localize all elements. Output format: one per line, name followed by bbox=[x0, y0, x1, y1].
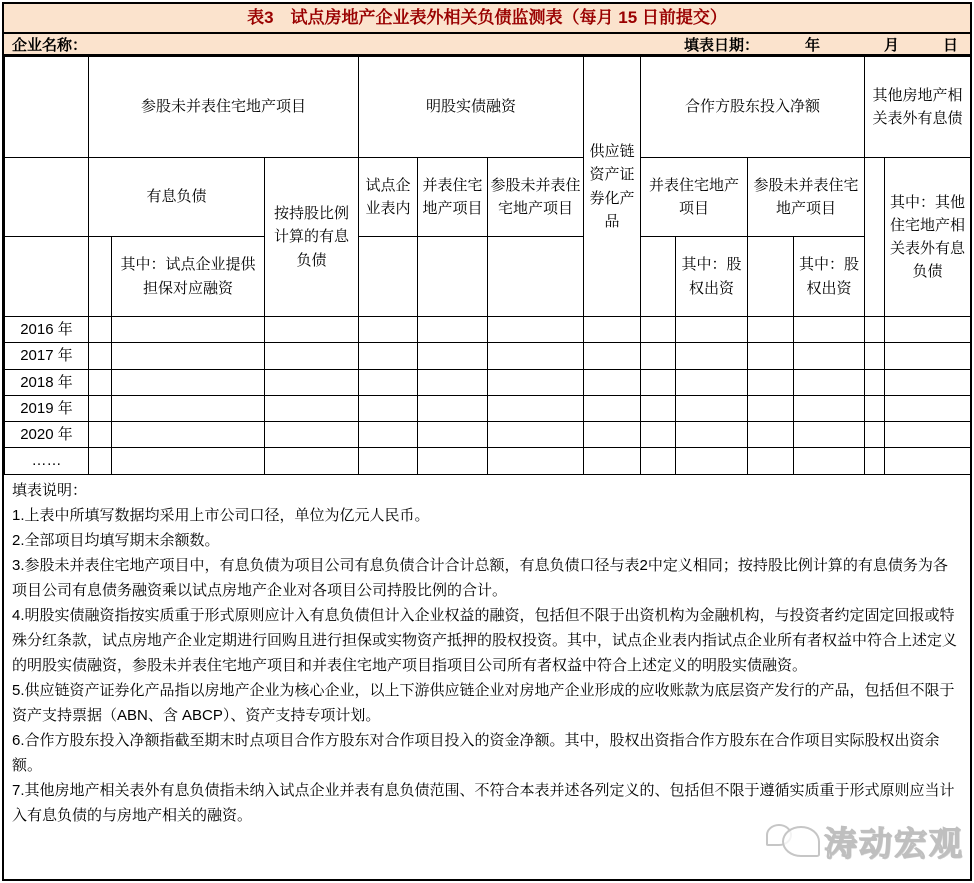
empty-cell bbox=[112, 422, 265, 448]
year-label: 2018 年 bbox=[5, 369, 89, 395]
empty-cell bbox=[794, 422, 865, 448]
watermark-text: 涛动宏观 bbox=[824, 825, 964, 862]
empty-cell bbox=[641, 237, 676, 317]
header-row-sub1 bbox=[5, 158, 971, 237]
empty-cell bbox=[865, 317, 885, 343]
fill-date-label: 填表日期： bbox=[683, 36, 759, 54]
empty-cell bbox=[865, 158, 885, 317]
year-label: 2019 年 bbox=[5, 395, 89, 421]
empty-cell bbox=[748, 395, 794, 421]
empty-cell bbox=[641, 317, 676, 343]
empty-cell bbox=[676, 317, 748, 343]
notes-heading: 填表说明： bbox=[12, 481, 88, 499]
info-bar bbox=[4, 34, 970, 56]
corner-cell bbox=[5, 57, 89, 158]
year-label: 2016 年 bbox=[5, 317, 89, 343]
empty-cell bbox=[488, 369, 584, 395]
empty-cell bbox=[885, 395, 971, 421]
table-row-2019 bbox=[5, 395, 971, 421]
empty-cell bbox=[359, 317, 418, 343]
empty-cell bbox=[794, 369, 865, 395]
empty-cell bbox=[584, 343, 641, 369]
year-unit-label: 年 bbox=[804, 36, 820, 54]
speech-bubble-icon bbox=[782, 826, 820, 857]
empty-cell bbox=[641, 369, 676, 395]
table-row-2017 bbox=[5, 343, 971, 369]
empty-cell bbox=[89, 343, 112, 369]
corner-cell bbox=[5, 158, 89, 237]
empty-cell bbox=[641, 343, 676, 369]
empty-cell bbox=[418, 343, 488, 369]
document-title: 表3 试点房地产企业表外相关负债监测表（每月 15 日前提交） bbox=[4, 4, 970, 34]
empty-cell bbox=[885, 369, 971, 395]
empty-cell bbox=[794, 317, 865, 343]
empty-cell bbox=[359, 395, 418, 421]
note-item-3: 3.参股未并表住宅地产项目中，有息负债为项目公司有息负债合计合计总额，有息负债口径与表2中定义相同；按持股比例计算的有息债务为各项目公司有息债务融资乘以试点房地产企业对各项目公司持股比例的合计。 bbox=[12, 556, 948, 599]
empty-cell bbox=[676, 343, 748, 369]
col-by-shareholding-ratio: 按持股比例计算的有息负债 bbox=[265, 158, 359, 317]
empty-cell bbox=[641, 422, 676, 448]
year-label: 2017 年 bbox=[5, 343, 89, 369]
empty-cell bbox=[265, 448, 359, 474]
empty-cell bbox=[885, 317, 971, 343]
empty-cell bbox=[112, 448, 265, 474]
empty-cell bbox=[89, 317, 112, 343]
empty-cell bbox=[359, 369, 418, 395]
empty-cell bbox=[865, 343, 885, 369]
empty-cell bbox=[885, 448, 971, 474]
empty-cell bbox=[865, 395, 885, 421]
monitoring-table bbox=[4, 56, 971, 475]
corner-cell bbox=[5, 237, 89, 317]
year-label: …… bbox=[5, 448, 89, 474]
empty-cell bbox=[748, 317, 794, 343]
empty-cell bbox=[418, 369, 488, 395]
empty-cell bbox=[641, 448, 676, 474]
year-label: 2020 年 bbox=[5, 422, 89, 448]
col-partner-consolidated: 并表住宅地产项目 bbox=[641, 158, 748, 237]
empty-cell bbox=[676, 369, 748, 395]
empty-cell bbox=[265, 422, 359, 448]
empty-cell bbox=[584, 395, 641, 421]
day-unit-label: 日 bbox=[942, 36, 958, 54]
col-equity-contribution-b: 其中：股权出资 bbox=[794, 237, 865, 317]
col-pilot-on-balance: 试点企业表内 bbox=[359, 158, 418, 237]
notes-section bbox=[4, 475, 970, 828]
month-unit-label: 月 bbox=[883, 36, 899, 54]
empty-cell bbox=[488, 237, 584, 317]
empty-cell bbox=[265, 369, 359, 395]
empty-cell bbox=[112, 343, 265, 369]
col-consolidated-projects: 并表住宅地产项目 bbox=[418, 158, 488, 237]
note-item-6: 6.合作方股东投入净额指截至期末时点项目合作方股东对合作项目投入的资金净额。其中，股权出资指合作方股东在合作项目实际股权出资余额。 bbox=[12, 731, 940, 774]
empty-cell bbox=[584, 369, 641, 395]
empty-cell bbox=[418, 317, 488, 343]
group-equity-unconsolidated: 参股未并表住宅地产项目 bbox=[89, 57, 359, 158]
empty-cell bbox=[885, 343, 971, 369]
empty-cell bbox=[89, 395, 112, 421]
header-row-sub2 bbox=[5, 237, 971, 317]
empty-cell bbox=[418, 422, 488, 448]
empty-cell bbox=[89, 237, 112, 317]
table-row-2016 bbox=[5, 317, 971, 343]
group-supply-chain-abs: 供应链资产证券化产品 bbox=[584, 57, 641, 317]
note-item-2: 2.全部项目均填写期末余额数。 bbox=[12, 531, 220, 549]
header-row-groups bbox=[5, 57, 971, 158]
empty-cell bbox=[676, 448, 748, 474]
col-interest-bearing-debt: 有息负债 bbox=[89, 158, 265, 237]
empty-cell bbox=[488, 317, 584, 343]
empty-cell bbox=[488, 395, 584, 421]
empty-cell bbox=[584, 317, 641, 343]
empty-cell bbox=[748, 343, 794, 369]
empty-cell bbox=[265, 317, 359, 343]
note-item-4: 4.明股实债融资指按实质重于形式原则应计入有息负债但计入企业权益的融资，包括但不限于出资机构为金融机构，与投资者约定固定回报或特殊分红条款，试点房地产企业定期进行回购且进行担保或实物资产抵押的股权投资。其中，试点企业表内指试点企业所有者权益中符合上述定义的明股实债融资，参股未并表住宅地产项目和并表住宅地产项目指项目公司所有者权益中符合上述定义的明股实债融资。 bbox=[12, 606, 958, 674]
empty-cell bbox=[865, 422, 885, 448]
col-partner-unconsolidated: 参股未并表住宅地产项目 bbox=[748, 158, 865, 237]
empty-cell bbox=[748, 422, 794, 448]
empty-cell bbox=[584, 448, 641, 474]
col-guarantee-detail: 其中：试点企业提供担保对应融资 bbox=[112, 237, 265, 317]
empty-cell bbox=[265, 343, 359, 369]
empty-cell bbox=[488, 422, 584, 448]
empty-cell bbox=[676, 395, 748, 421]
company-name-label: 企业名称： bbox=[12, 36, 88, 54]
col-other-detail: 其中：其他住宅地产相关表外有息负债 bbox=[885, 158, 971, 317]
note-item-5: 5.供应链资产证券化产品指以房地产企业为核心企业，以上下游供应链企业对房地产企业形成的应收账款为底层资产发行的产品，包括但不限于资产支持票据（ABN、含 ABCP）、资产支持专项计划。 bbox=[12, 681, 955, 724]
empty-cell bbox=[885, 422, 971, 448]
empty-cell bbox=[488, 448, 584, 474]
empty-cell bbox=[641, 395, 676, 421]
note-item-1: 1.上表中所填写数据均采用上市公司口径，单位为亿元人民币。 bbox=[12, 506, 430, 524]
empty-cell bbox=[359, 343, 418, 369]
empty-cell bbox=[359, 448, 418, 474]
group-debt-as-equity: 明股实债融资 bbox=[359, 57, 584, 158]
col-unconsolidated-projects: 参股未并表住宅地产项目 bbox=[488, 158, 584, 237]
empty-cell bbox=[748, 448, 794, 474]
empty-cell bbox=[676, 422, 748, 448]
empty-cell bbox=[748, 369, 794, 395]
document-page bbox=[2, 2, 972, 881]
empty-cell bbox=[418, 395, 488, 421]
table-row-2018 bbox=[5, 369, 971, 395]
group-other-offbalance: 其他房地产相关表外有息债 bbox=[865, 57, 971, 158]
col-equity-contribution-a: 其中：股权出资 bbox=[676, 237, 748, 317]
empty-cell bbox=[794, 448, 865, 474]
empty-cell bbox=[488, 343, 584, 369]
empty-cell bbox=[418, 448, 488, 474]
table-row-2020 bbox=[5, 422, 971, 448]
empty-cell bbox=[89, 422, 112, 448]
empty-cell bbox=[89, 448, 112, 474]
empty-cell bbox=[112, 317, 265, 343]
empty-cell bbox=[265, 395, 359, 421]
empty-cell bbox=[865, 369, 885, 395]
group-partner-investment: 合作方股东投入净额 bbox=[641, 57, 865, 158]
empty-cell bbox=[359, 237, 418, 317]
empty-cell bbox=[112, 369, 265, 395]
empty-cell bbox=[112, 395, 265, 421]
empty-cell bbox=[794, 395, 865, 421]
note-item-7: 7.其他房地产相关表外有息负债指未纳入试点企业并表有息负债范围、不符合本表并述各列定义的、包括但不限于遵循实质重于形式原则应当计入有息负债的与房地产相关的融资。 bbox=[12, 781, 955, 824]
empty-cell bbox=[418, 237, 488, 317]
empty-cell bbox=[89, 369, 112, 395]
empty-cell bbox=[359, 422, 418, 448]
empty-cell bbox=[748, 237, 794, 317]
empty-cell bbox=[865, 448, 885, 474]
empty-cell bbox=[794, 343, 865, 369]
table-row-ellipsis bbox=[5, 448, 971, 474]
empty-cell bbox=[584, 422, 641, 448]
